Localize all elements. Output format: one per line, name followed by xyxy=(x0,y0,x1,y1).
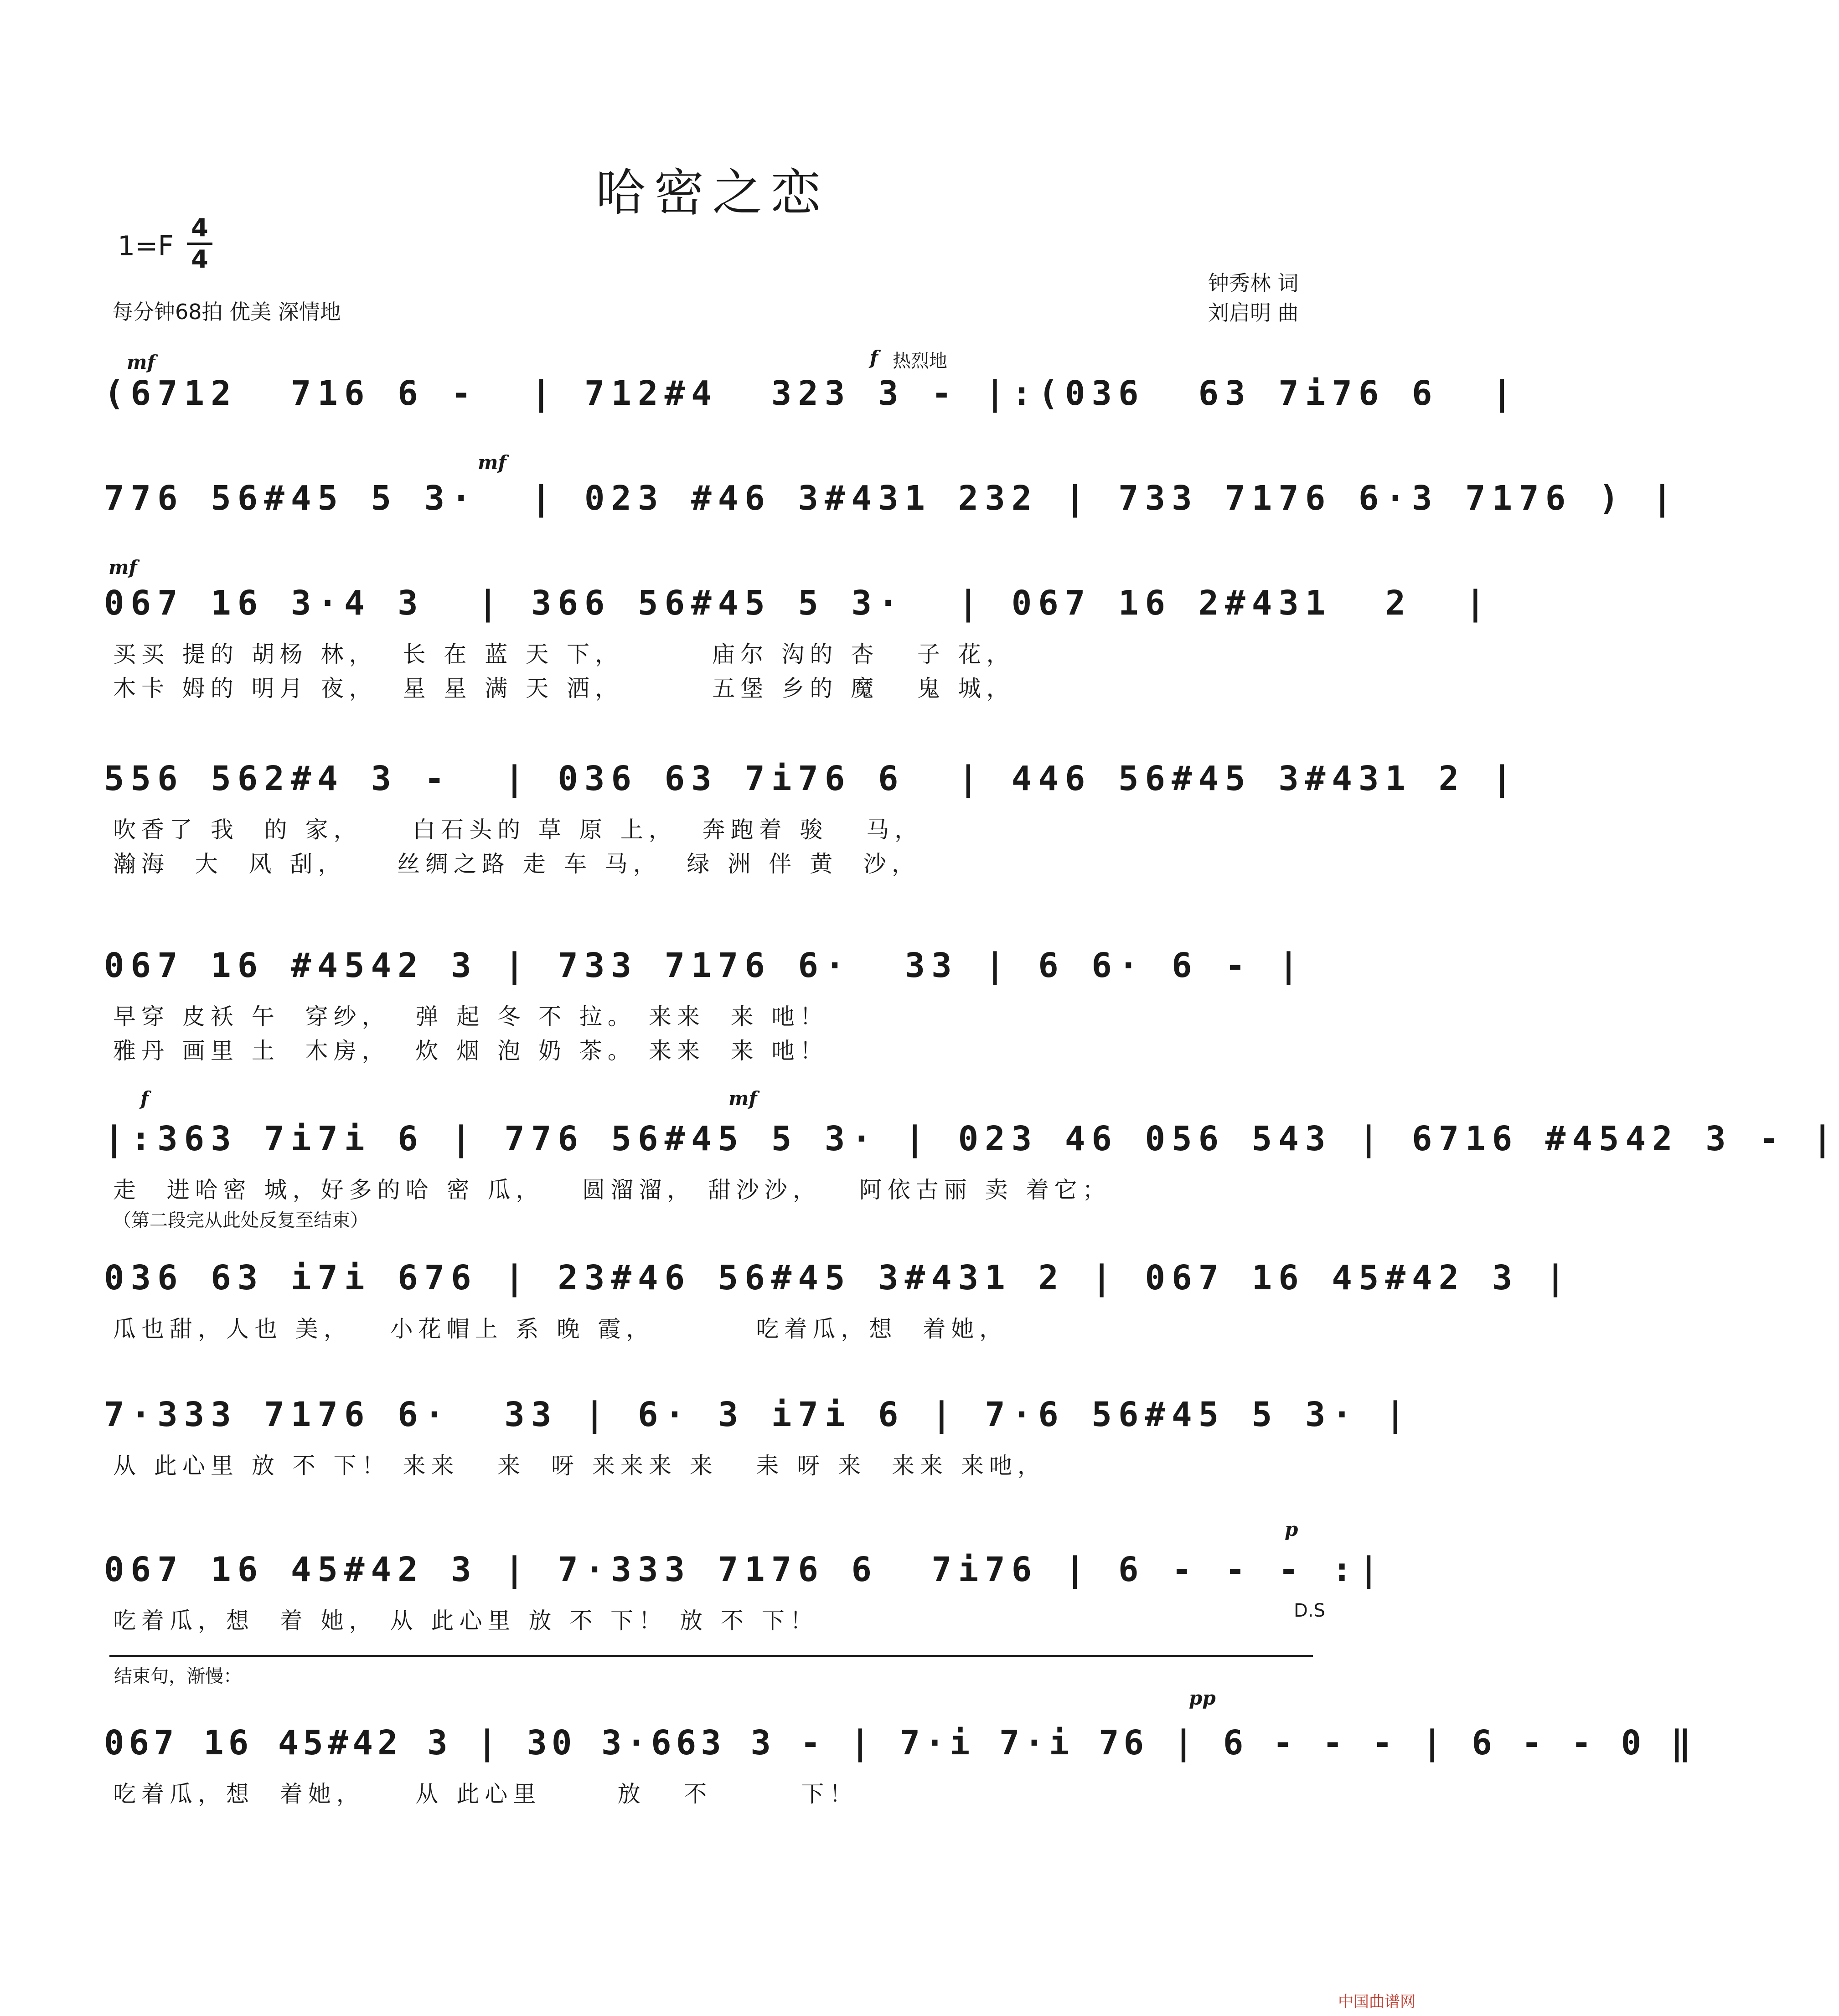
notes-line: 7·333 7176 6· 33 | 6· 3 i7i 6 | 7·6 56#45 5 3· | xyxy=(104,1395,1412,1434)
repeat-note: （第二段完从此处反复至结束） xyxy=(113,1210,368,1231)
score-line-8 xyxy=(104,1395,1412,1495)
notes-line: 067 16 45#42 3 | 7·333 7176 6 7i76 | 6 - - - :| xyxy=(104,1550,1385,1589)
notes-line: 067 16 45#42 3 | 30 3·663 3 - | 7·i 7·i 76 | 6 - - - | 6 - - 0 ‖ xyxy=(104,1723,1696,1763)
dynamic-mf: mf xyxy=(478,451,506,474)
dynamic-mf: mf xyxy=(127,351,155,373)
dynamic-f: f xyxy=(870,346,878,369)
dynamic-pp: pp xyxy=(1189,1687,1216,1709)
score-line-1 xyxy=(104,346,1519,429)
lyrics-verse-1: 早穿 皮袄 午 穿纱， 弹 起 冬 不 拉。 来来 来 吔！ xyxy=(113,1003,828,1030)
dynamic-p: p xyxy=(1285,1518,1298,1540)
score-line-9 xyxy=(104,1518,1385,1650)
score-line-6 xyxy=(104,1087,1839,1233)
expression-passionate: 热烈地 xyxy=(893,351,947,372)
lyrics-verse-1: 走 进哈密 城，好多的哈 密 瓜， 圆溜溜， 甜沙沙， 阿依古丽 卖 着它； xyxy=(113,1177,1111,1203)
score-line-7 xyxy=(104,1258,1572,1359)
dynamic-mf: mf xyxy=(728,1087,757,1110)
score-line-5 xyxy=(104,946,1325,1083)
page-title: 哈密之恋 xyxy=(595,164,829,222)
composer-credit: 刘启明 曲 xyxy=(1208,300,1299,325)
score-line-10 xyxy=(104,1687,1696,1824)
footer-logo: 中国曲谱网 xyxy=(1338,1993,1415,2011)
key-signature: 1=F xyxy=(118,230,174,262)
lyrics-verse-1: 瓜也甜，人也 美， 小花帽上 系 晚 霞， 吃着瓜，想 着她， xyxy=(113,1316,1008,1342)
ending-note: 结束句，渐慢： xyxy=(114,1666,242,1687)
time-signature xyxy=(187,214,212,273)
time-sig-top: 4 xyxy=(191,213,208,242)
score-line-4 xyxy=(104,759,1519,896)
notes-line: |:363 7i7i 6 | 776 56#45 5 3· | 023 46 056 543 | 6716 #4542 3 - | xyxy=(104,1119,1839,1158)
dynamic-f: f xyxy=(140,1087,149,1110)
lyrics-verse-1: 吃着瓜，想 着 她， 从 此心里 放 不 下！ 放 不 下！ xyxy=(113,1608,818,1634)
lyrics-verse-2: 瀚海 大 风 刮， 丝绸之路 走 车 马， 绿 洲 伴 黄 沙， xyxy=(113,851,920,877)
lyrics-verse-1: 从 此心里 放 不 下！ 来来 来 呀 来来来 来 耒 呀 来 来来 来吔， xyxy=(113,1453,1046,1479)
notes-line: 776 56#45 5 3· | 023 #46 3#431 232 | 733 7176 6·3 7176 ) | xyxy=(104,479,1679,518)
dynamic-mf: mf xyxy=(108,556,137,579)
notes-line: 067 16 #4542 3 | 733 7176 6· 33 | 6 6· 6 - | xyxy=(104,946,1305,985)
lyrics-verse-2: 雅丹 画里 土 木房， 炊 烟 泡 奶 茶。 来来 来 吔！ xyxy=(113,1038,828,1064)
time-sig-bottom: 4 xyxy=(191,245,208,274)
lyricist-credit: 钟秀林 词 xyxy=(1208,271,1299,295)
score-line-2 xyxy=(104,451,1679,533)
lyrics-verse-1: 吃着瓜，想 着她， 从 此心里 放 不 下！ xyxy=(113,1781,858,1807)
ds-marking: D.S xyxy=(1294,1600,1325,1621)
notes-line: 036 63 i7i 676 | 23#46 56#45 3#431 2 | 067 16 45#42 3 | xyxy=(104,1258,1572,1297)
score-line-3 xyxy=(104,556,1492,720)
lyrics-verse-1: 买买 提的 胡杨 林， 长 在 蓝 天 下， 庙尔 沟的 杏 子 花， xyxy=(113,641,1015,667)
notes-line: (6712 716 6 - | 712#4 323 3 - |:(036 63 7i76 6 | xyxy=(104,374,1519,413)
ending-bracket xyxy=(109,1655,1313,1657)
tempo-marking: 每分钟68拍 优美 深情地 xyxy=(112,300,341,324)
lyrics-verse-1: 吹香了 我 的 家， 白石头的 草 原 上， 奔跑着 骏 马， xyxy=(113,817,923,843)
notes-line: 556 562#4 3 - | 036 63 7i76 6 | 446 56#45 3#431 2 | xyxy=(104,759,1519,798)
lyrics-verse-2: 木卡 姆的 明月 夜， 星 星 满 天 洒， 五堡 乡的 魔 鬼 城， xyxy=(113,675,1015,702)
notes-line: 067 16 3·4 3 | 366 56#45 5 3· | 067 16 2#431 2 | xyxy=(104,584,1492,623)
